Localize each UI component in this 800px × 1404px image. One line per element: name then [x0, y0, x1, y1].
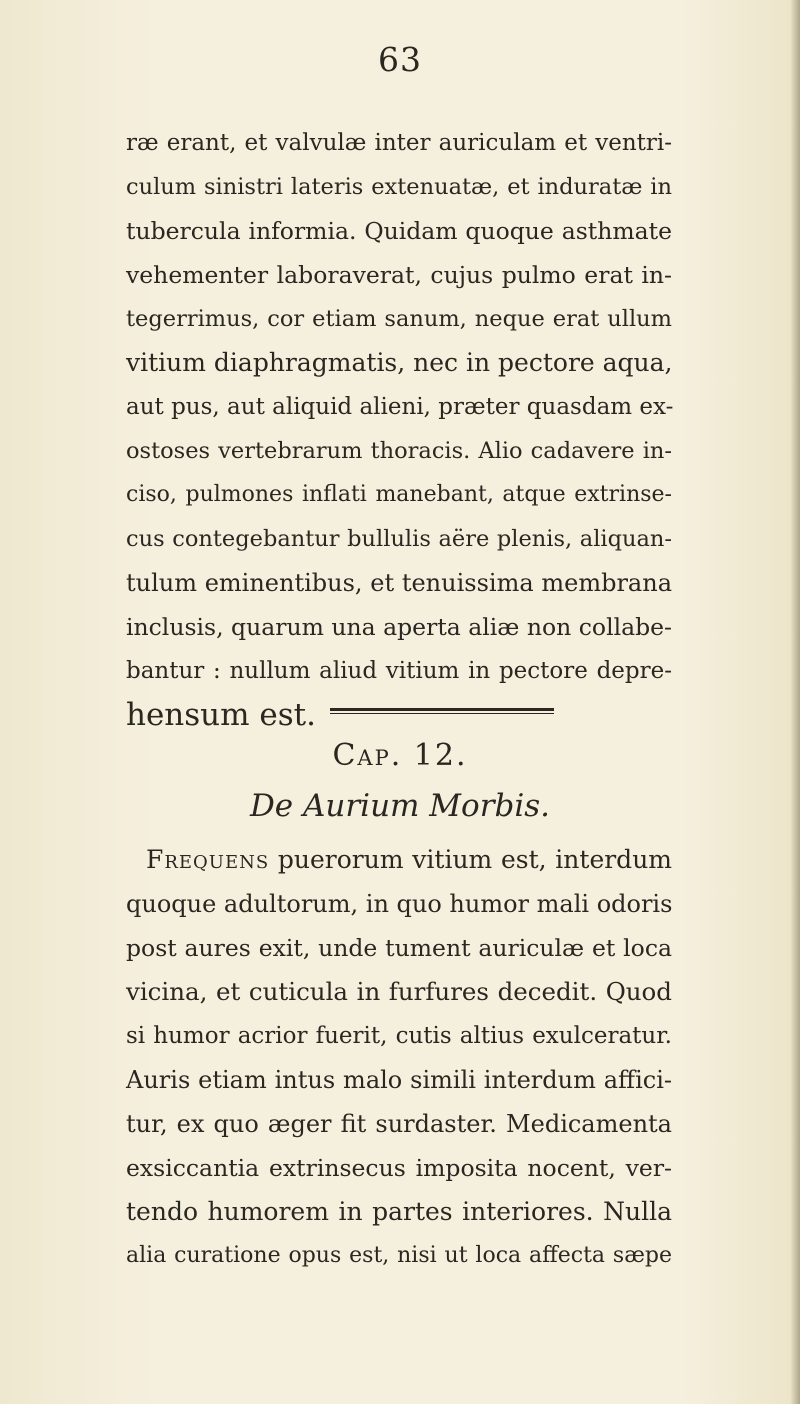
text-line: hensum est. — [126, 697, 316, 733]
text-line: inclusis, quarum una aperta aliæ non collabe- — [126, 613, 672, 641]
text-line: post aures exit, unde tument auriculæ et loca — [126, 934, 672, 962]
text-line: cus contegebantur bullulis aëre plenis, aliquan- — [126, 526, 672, 552]
text-line: quoque adultorum, in quo humor mali odoris — [126, 890, 673, 918]
text-line: vehementer laboraverat, cujus pulmo erat in- — [126, 261, 672, 289]
text-line: vitium diaphragmatis, nec in pectore aqua, — [126, 348, 673, 377]
text-line: ræ erant, et valvulæ inter auriculam et ventri- — [126, 130, 672, 156]
text-line: exsiccantia extrinsecus imposita nocent, ver- — [126, 1154, 672, 1182]
text-line: tegerrimus, cor etiam sanum, neque erat ullum — [126, 306, 672, 332]
text-line: Auris etiam intus malo simili interdum affici- — [126, 1066, 672, 1094]
drop-word: Frequens — [146, 845, 270, 874]
text-line: tulum eminentibus, et tenuissima membrana — [126, 569, 672, 597]
text-line: tendo humorem in partes interiores. Nulla — [126, 1197, 672, 1226]
chapter-subtitle: De Aurium Morbis. — [249, 788, 551, 824]
text-line — [146, 838, 672, 882]
text-line: alia curatione opus est, nisi ut loca affecta sæpe — [126, 1243, 672, 1268]
text-line: ostoses vertebrarum thoracis. Alio cadavere in- — [126, 438, 672, 464]
text-line: tubercula informia. Quidam quoque asthmate — [126, 217, 672, 245]
page-number: 63 — [378, 40, 422, 79]
text-line: aut pus, aut aliquid alieni, præter quasdam ex- — [126, 394, 674, 420]
text-line: bantur : nullum aliud vitium in pectore depre- — [126, 658, 672, 684]
text-line: vicina, et cuticula in furfures decedit. Quod — [126, 977, 672, 1006]
text-line: ciso, pulmones inflati manebant, atque extrinse- — [126, 482, 672, 507]
text-line: tur, ex quo æger fit surdaster. Medicamenta — [126, 1110, 672, 1138]
text-line: si humor acrior fuerit, cutis altius exulceratur. — [126, 1023, 672, 1049]
section-divider-rule — [330, 708, 554, 714]
chapter-heading: Cap. 12. — [332, 738, 468, 773]
text-fragment: puerorum vitium est, interdum — [269, 845, 672, 874]
page-edge-shadow — [790, 0, 800, 1404]
text-line: culum sinistri lateris extenuatæ, et induratæ in — [126, 174, 672, 200]
